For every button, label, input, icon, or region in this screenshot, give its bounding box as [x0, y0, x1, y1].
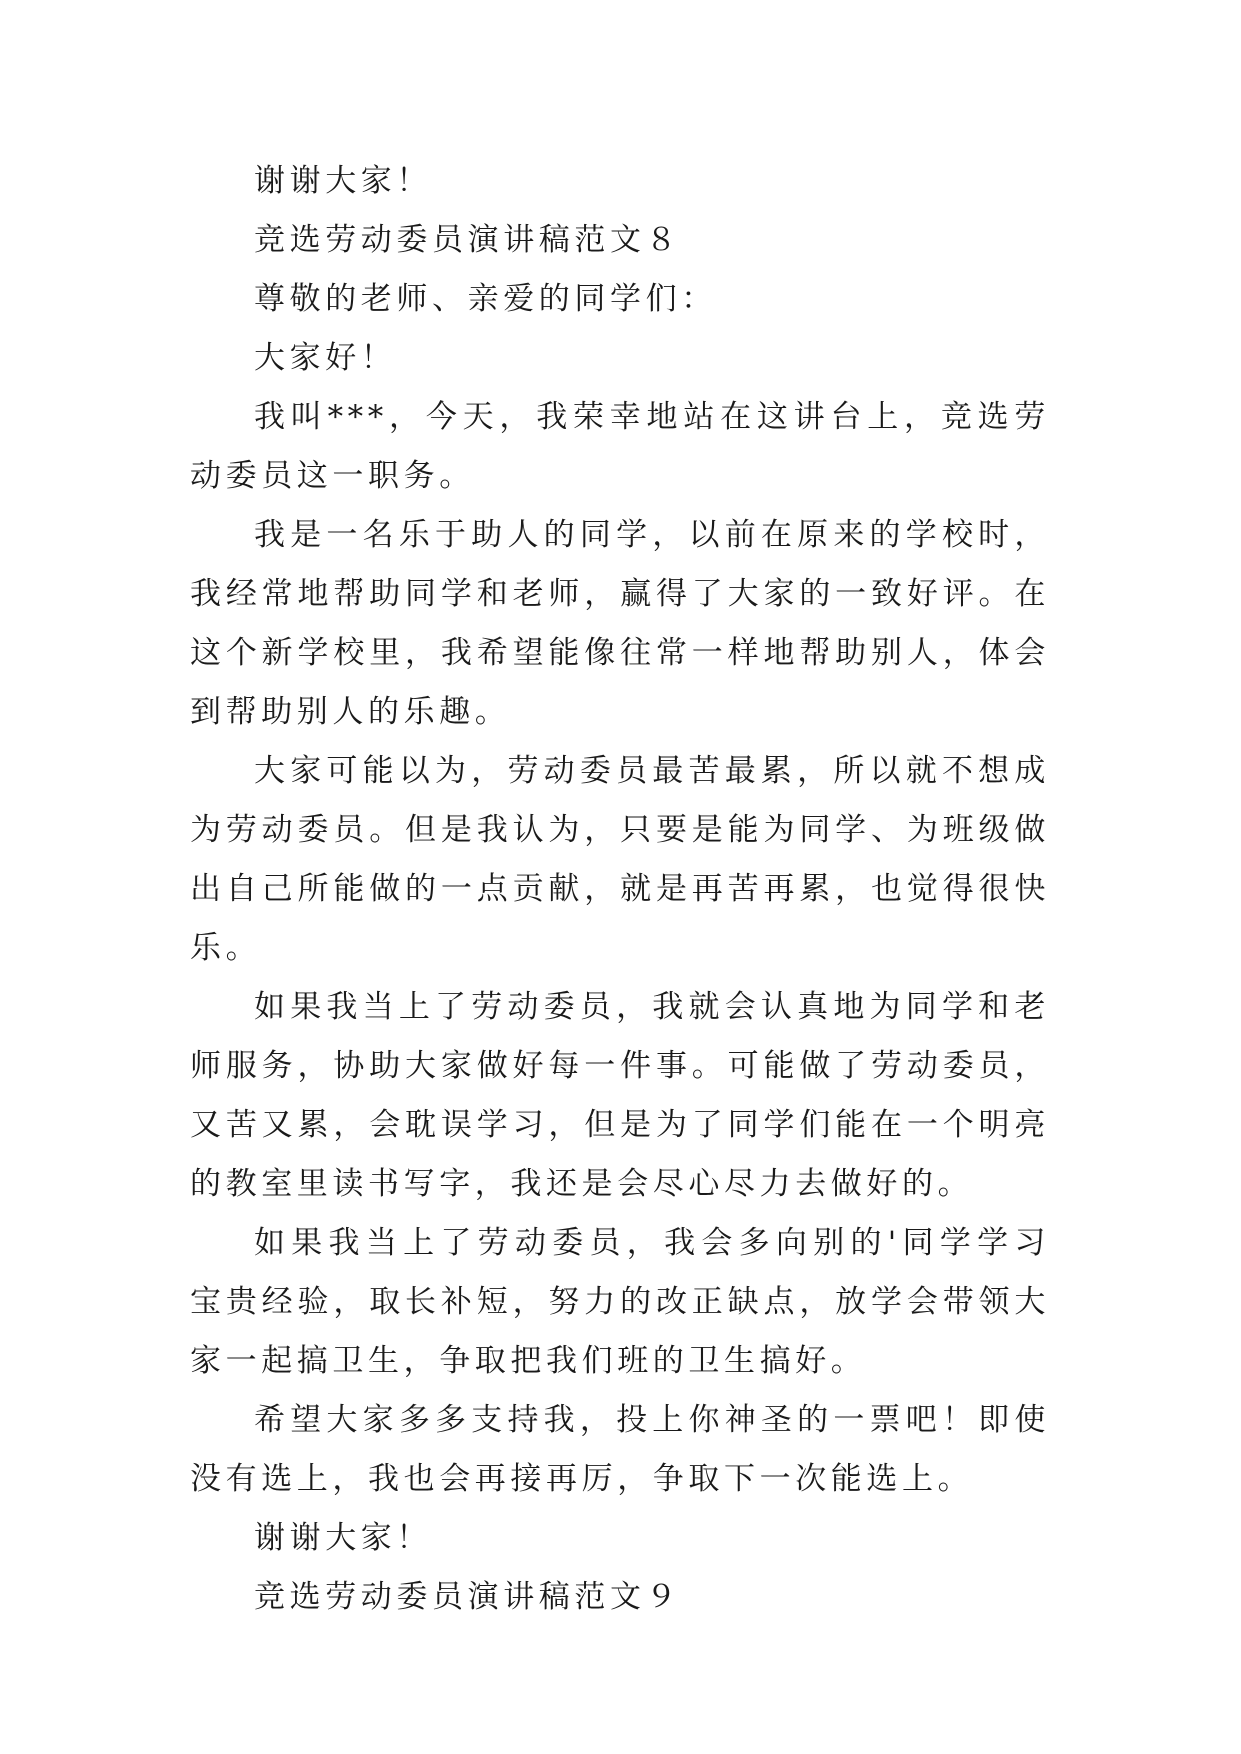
salutation: 尊敬的老师、亲爱的同学们：	[254, 281, 717, 317]
document-body	[190, 152, 1050, 1627]
section-heading-9: 竞选劳动委员演讲稿范文９	[254, 1579, 682, 1615]
body-paragraph: 如果我当上了劳动委员，我就会认真地为同学和老师服务，协助大家做好每一件事。可能做了劳动委员，又苦又累，会耽误学习，但是为了同学们能在一个明亮的教室里读书写字，我还是会尽心尽力去做好的。	[190, 989, 1050, 1202]
body-paragraph: 希望大家多多支持我，投上你神圣的一票吧！即使没有选上，我也会再接再厉，争取下一次能选上。	[190, 1402, 1050, 1497]
closing-thanks: 谢谢大家！	[254, 163, 432, 199]
greeting: 大家好！	[254, 340, 397, 376]
body-paragraph: 大家可能以为，劳动委员最苦最累，所以就不想成为劳动委员。但是我认为，只要是能为同学、为班级做出自己所能做的一点贡献，就是再苦再累，也觉得很快乐。	[190, 753, 1050, 966]
body-paragraph: 如果我当上了劳动委员，我会多向别的'同学学习宝贵经验，取长补短，努力的改正缺点，放学会带领大家一起搞卫生，争取把我们班的卫生搞好。	[190, 1225, 1050, 1379]
section-heading-8: 竞选劳动委员演讲稿范文８	[254, 222, 682, 258]
body-paragraph: 我是一名乐于助人的同学，以前在原来的学校时，我经常地帮助同学和老师，赢得了大家的一致好评。在这个新学校里，我希望能像往常一样地帮助别人，体会到帮助别人的乐趣。	[190, 517, 1050, 730]
closing-thanks: 谢谢大家！	[254, 1520, 432, 1556]
body-paragraph: 我叫***，今天，我荣幸地站在这讲台上，竞选劳动委员这一职务。	[190, 399, 1050, 494]
